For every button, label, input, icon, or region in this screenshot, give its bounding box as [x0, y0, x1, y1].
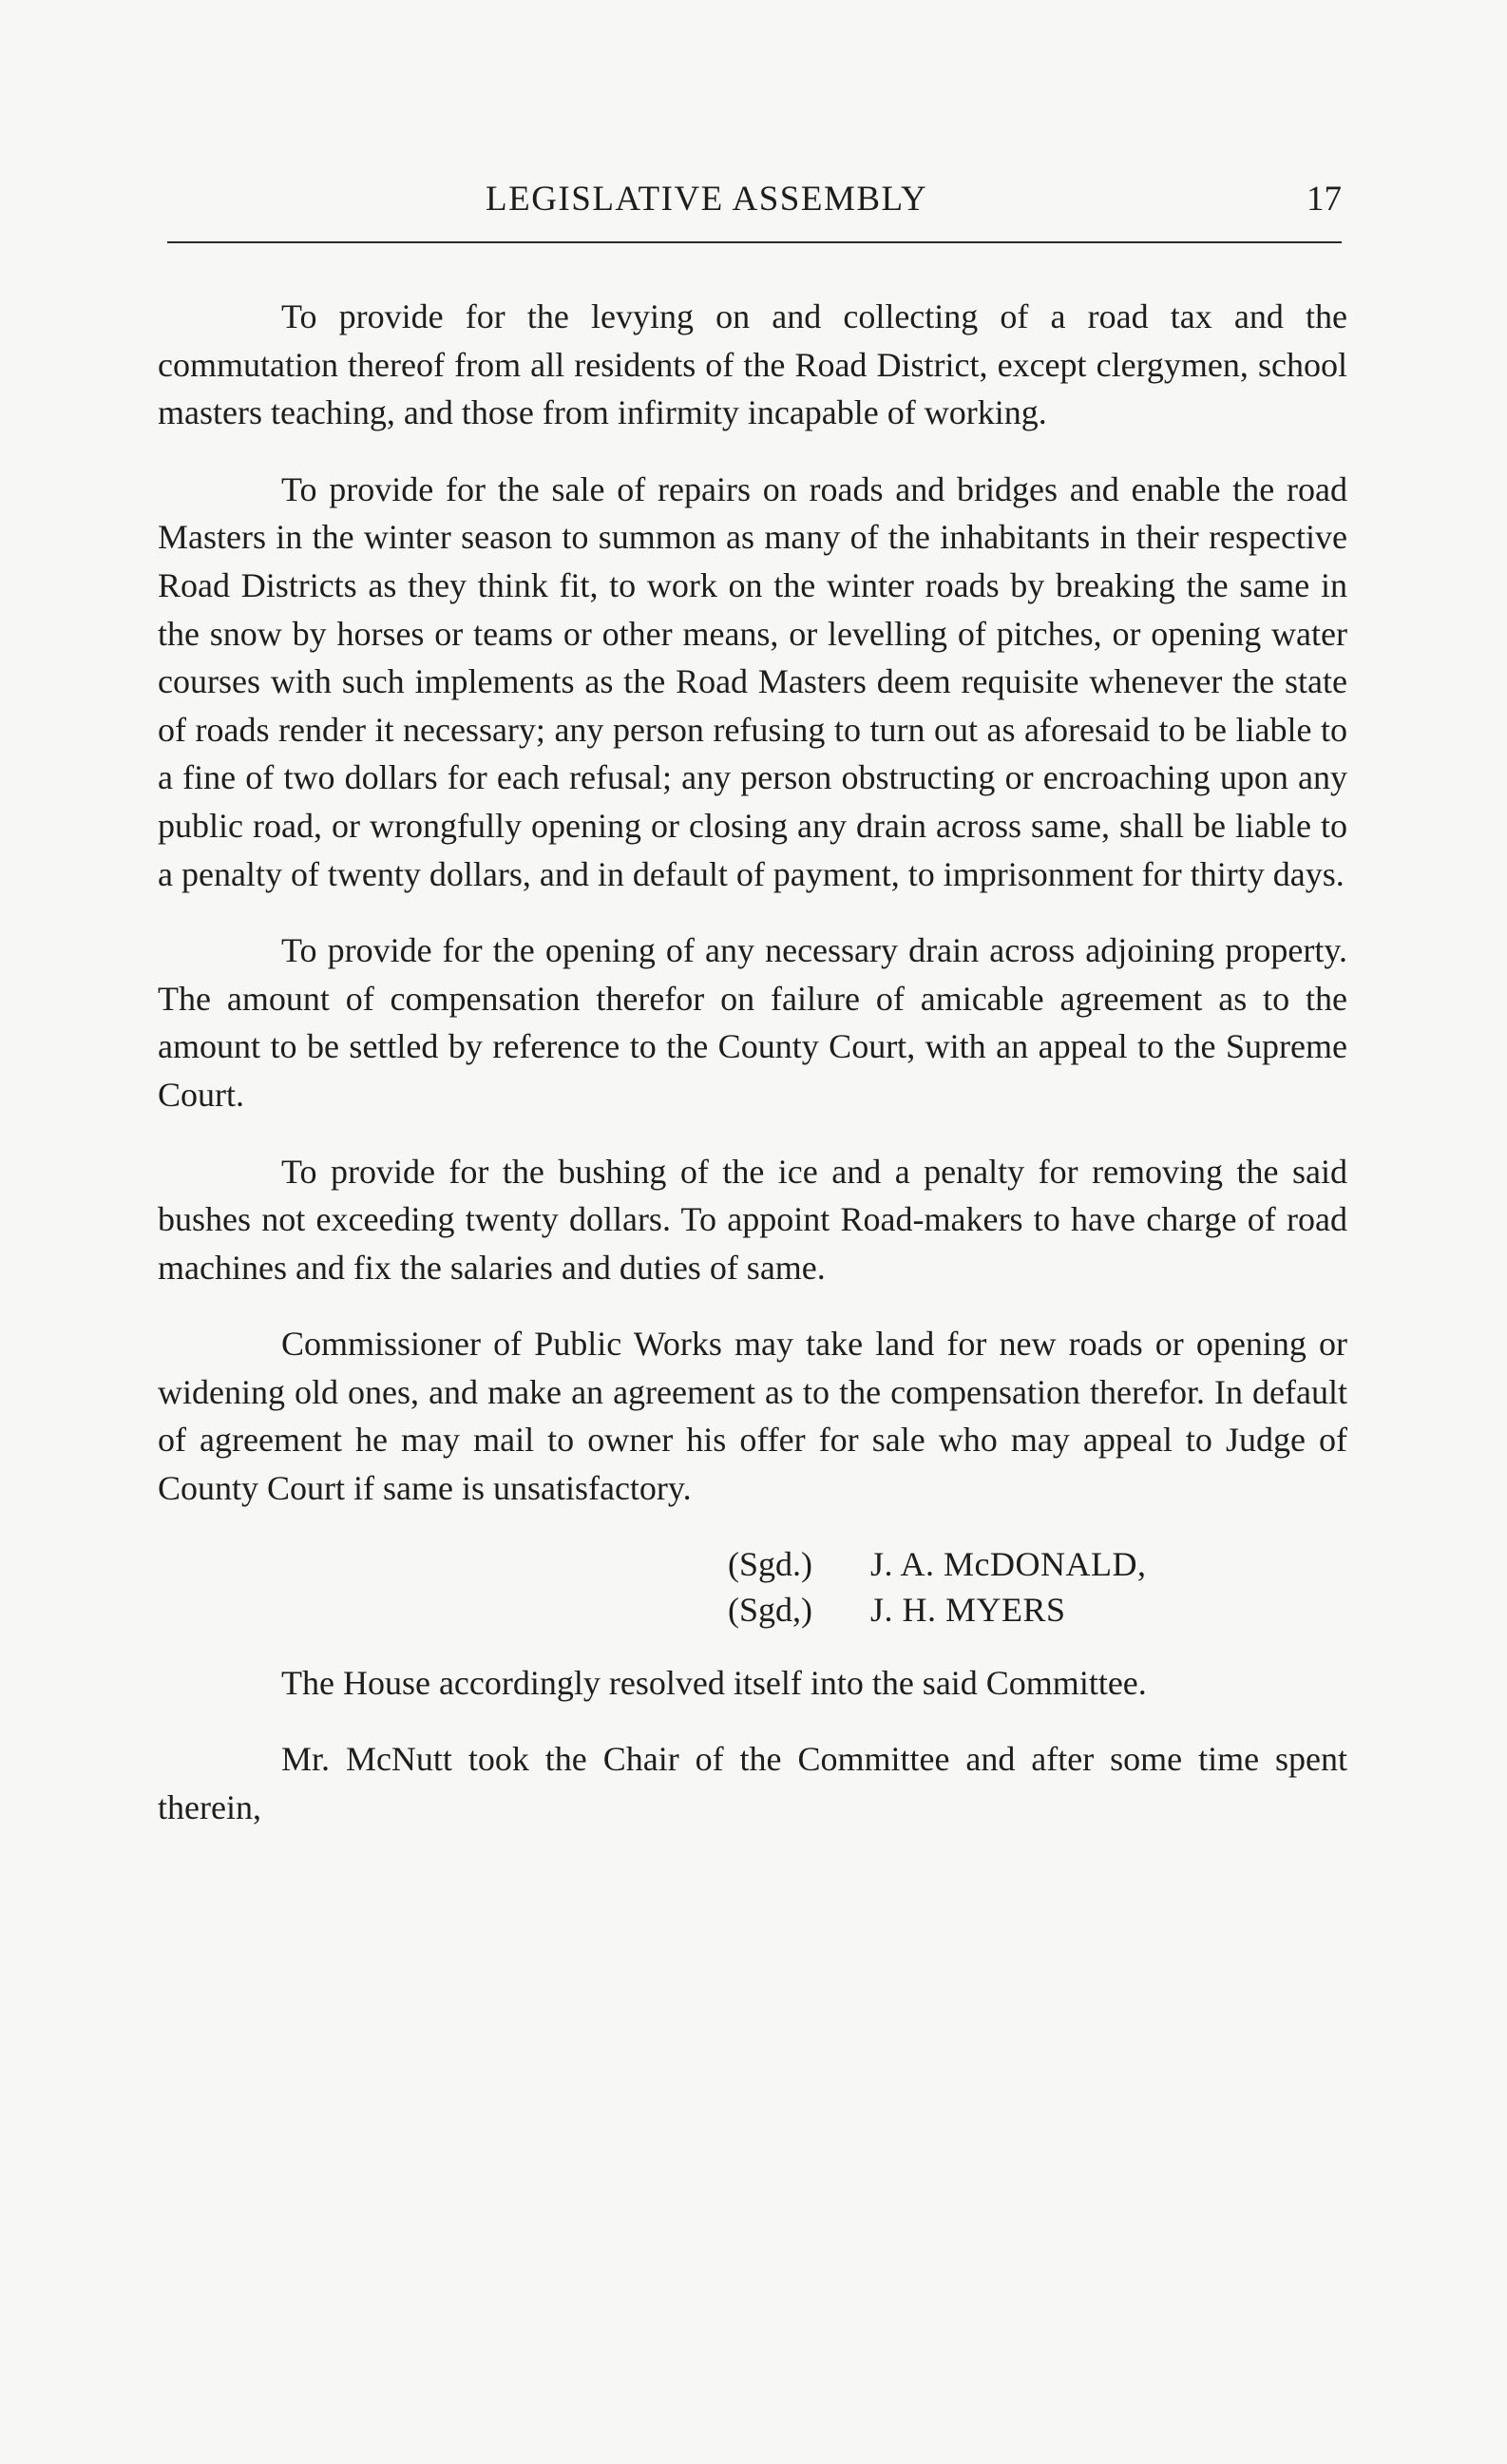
paragraph-public-works: Commissioner of Public Works may take land for new roads or opening or widening old ones, and make an agreement as to the compensation therefor. In default of agreement he may mail to owner his offer for sale who may appeal to Judge of County Court if same is unsatisfactory. [158, 1325, 1347, 1508]
header-rule [167, 241, 1342, 243]
signature-prefix: (Sgd.) [728, 1544, 812, 1583]
paragraph-committee: The House accordingly resolved itself into the said Committee. [281, 1663, 1147, 1702]
signature-line [728, 1587, 1347, 1633]
signature-prefix: (Sgd,) [728, 1590, 812, 1629]
page-title: LEGISLATIVE ASSEMBLY [486, 180, 928, 219]
paragraph-ice-bushing: To provide for the bushing of the ice and a penalty for removing the said bushes not exceeding twenty dollars. To appoint Road-makers to have charge of road machines and fix the salaries and duties of same. [158, 1152, 1347, 1287]
paragraph-drain: To provide for the opening of any necessary drain across adjoining property. The amount of compensation therefor on failure of amicable agreement as to the amount to be settled by reference to the County Court, with an appeal to the Supreme Court. [158, 931, 1347, 1114]
signature-block [728, 1541, 1347, 1633]
paragraph-road-tax: To provide for the levying on and collecting of a road tax and the commutation thereof from all residents of the Road District, except clergymen, school masters teaching, and those from infirmity incapable of working. [158, 297, 1347, 432]
body-text [158, 293, 1347, 1860]
signature-name: J. H. MYERS [870, 1590, 1066, 1629]
signature-line [728, 1541, 1347, 1587]
page-header [167, 177, 1342, 222]
page-number: 17 [1307, 180, 1342, 219]
signature-name: J. A. McDONALD, [870, 1544, 1147, 1583]
paragraph-road-repairs: To provide for the sale of repairs on roads and bridges and enable the road Masters in the winter season to summon as many of the inhabitants in their respective Road Districts as they think fit, to work on the winter roads by breaking the same in the snow by horses or teams or other means, or levelling of pitches, or opening water courses with such implements as the Road Masters deem requisite whenever the state of roads render it necessary; any person refusing to turn out as aforesaid to be liable to a fine of two dollars for each refusal; any person obstructing or encroaching upon any public road, or wrongfully opening or closing any drain across same, shall be liable to a penalty of twenty dollars, and in default of payment, to imprisonment for thirty days. [158, 469, 1347, 893]
paragraph-chair: Mr. McNutt took the Chair of the Committee and after some time spent therein, [158, 1740, 1347, 1826]
